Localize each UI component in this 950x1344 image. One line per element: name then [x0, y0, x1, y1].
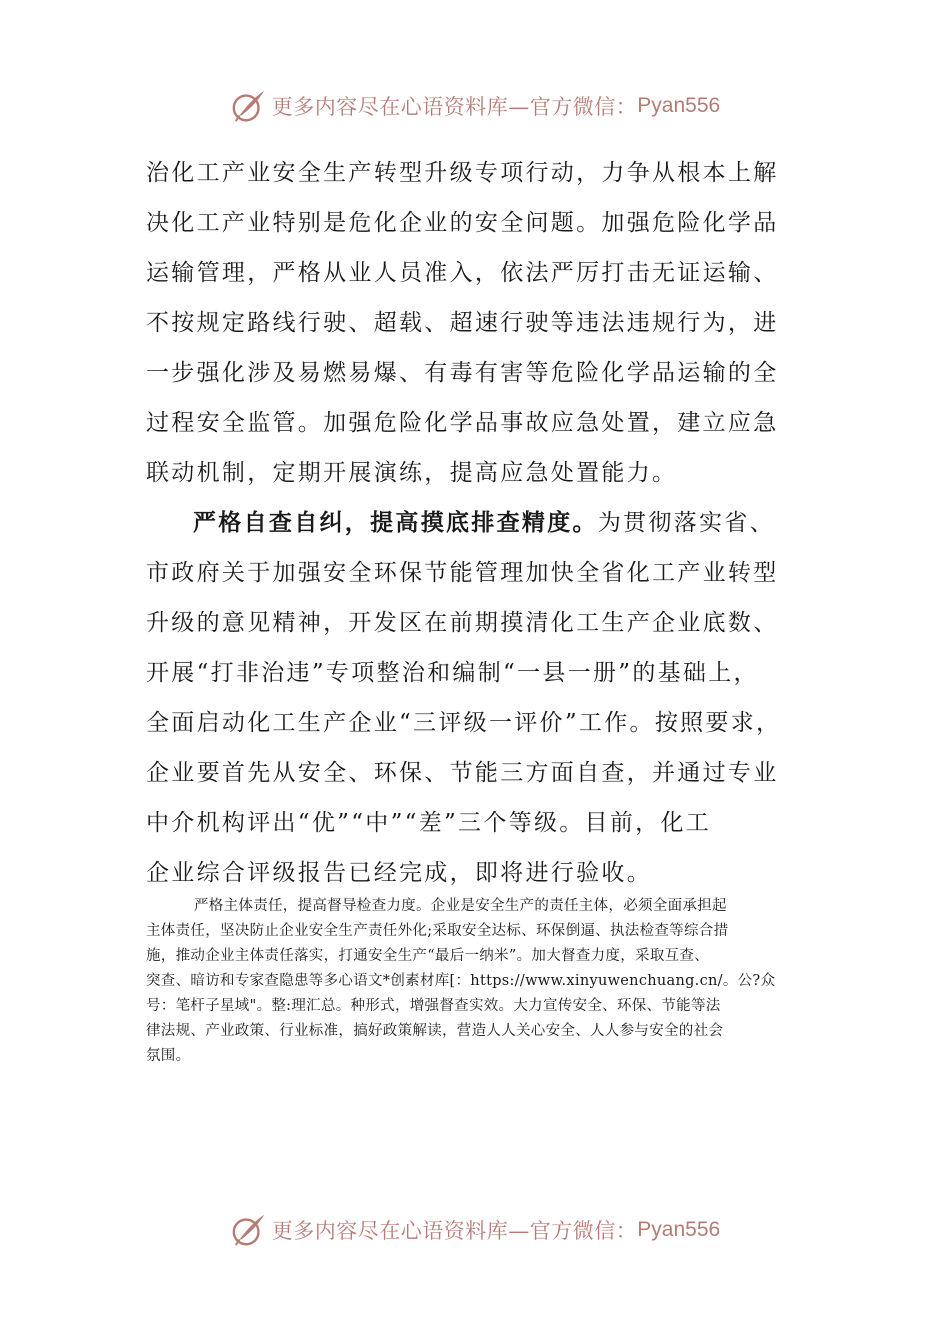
header-banner [0, 84, 950, 128]
body-text [146, 148, 806, 898]
banner-wechat-id: Pyan556 [637, 1218, 721, 1241]
text-line: 决化工产业特别是危化企业的安全问题。加强危险化学品 [146, 210, 779, 236]
text-line: 联动机制，定期开展演练，提高应急处置能力。 [146, 460, 678, 486]
text-line: 不按规定路线行驶、超载、超速行驶等违法违规行为，进 [146, 310, 779, 336]
quill-pen-logo-icon [230, 87, 268, 125]
text-line: 开展“打非治违”专项整治和编制“一县一册”的基础上， [146, 660, 759, 686]
text-line: 市政府关于加强安全环保节能管理加快全省化工产业转型 [146, 560, 779, 586]
paragraph-heading: 严格自查自纠，提高摸底排查精度。 [193, 509, 598, 536]
footer-banner [0, 1208, 950, 1252]
text-fragment: 为贯彻落实省、 [597, 510, 775, 536]
text-line: 全面启动化工生产企业“三评级一评价”工作。按照要求， [146, 710, 782, 736]
text-line: 升级的意见精神，开发区在前期摸清化工生产企业底数、 [146, 610, 779, 636]
small-text-line: 主体责任，坚决防止企业安全生产责任外化;采取安全达标、环保倒逼、执法检查等综合措 [146, 923, 729, 939]
text-line: 治化工产业安全生产转型升级专项行动，力争从根本上解 [146, 160, 779, 186]
text-line: 中介机构评出“优”“中”“差”三个等级。目前，化工 [146, 810, 712, 836]
banner-text: 更多内容尽在心语资料库—官方微信： [271, 95, 638, 119]
small-text-line: 施，推动企业主体责任落实，打通安全生产“最后一纳米”。加大督查力度，采取互查、 [146, 948, 710, 964]
small-print-paragraph [146, 894, 806, 1069]
banner-wechat-id: Pyan556 [637, 94, 721, 117]
small-text-line: 律法规、产业政策、行业标准，搞好政策解读，营造人人关心安全、人人参与安全的社会 [146, 1023, 724, 1039]
text-line: 企业要首先从安全、环保、节能三方面自查，并通过专业 [146, 760, 779, 786]
small-text-line: 号：笔杆子星域"。整:理汇总。种形式，增强督查实效。大力宣传安全、环保、节能等法 [146, 998, 721, 1014]
small-text-line: 突查、暗访和专家查隐患等多心语文*创素材库[：https://www.xinyuwenchuang.cn/。公?众 [146, 973, 776, 989]
text-line: 企业综合评级报告已经完成，即将进行验收。 [146, 860, 652, 886]
quill-pen-logo-icon [230, 1211, 268, 1249]
banner-text: 更多内容尽在心语资料库—官方微信： [271, 1219, 638, 1243]
text-line: 一步强化涉及易燃易爆、有毒有害等危险化学品运输的全 [146, 360, 779, 386]
small-text-line: 严格主体责任，提高督导检查力度。企业是安全生产的责任主体，必须全面承担起 [194, 898, 727, 914]
text-line: 运输管理，严格从业人员准入，依法严厉打击无证运输、 [146, 260, 779, 286]
paragraph-heading-line [146, 498, 806, 548]
text-line: 过程安全监管。加强危险化学品事故应急处置，建立应急 [146, 410, 779, 436]
small-text-line: 氛围。 [146, 1048, 191, 1064]
